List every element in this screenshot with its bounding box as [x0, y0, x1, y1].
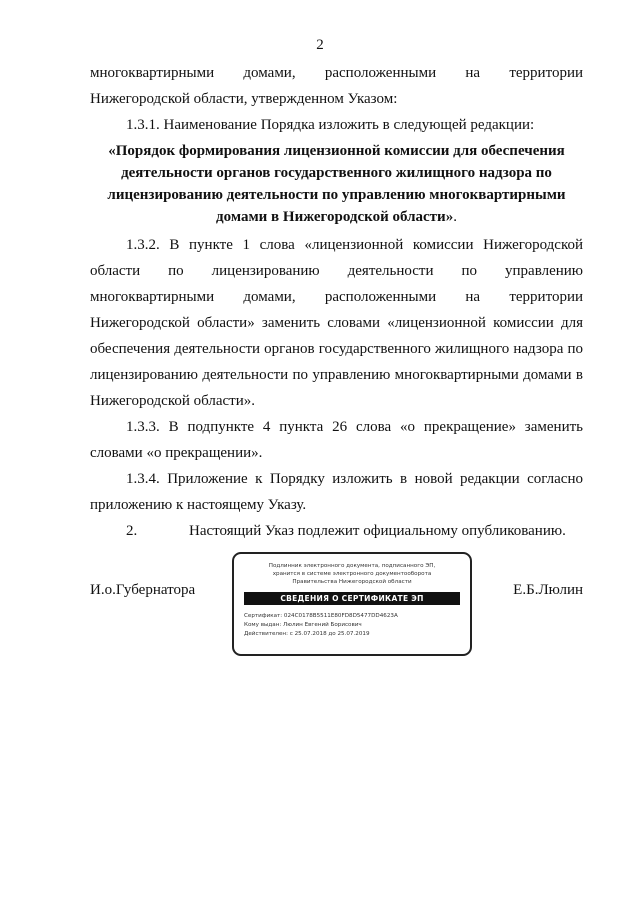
digital-signature-stamp [232, 552, 472, 656]
stamp-validity: Действителен: с 25.07.2018 до 25.07.2019 [244, 631, 370, 637]
item-1-3-2: 1.3.2. В пункте 1 слова «лицензионной комиссии Нижегородской области по лицензированию деятельности по управлению многоквартирными домами, расположенными на территории Нижегородской области» заменить словами «лицензионной комиссии для обеспечения деятельности органов государственного жилищного надзора по лицензированию деятельности по управлению многоквартирными домами в Нижегородской области». [90, 237, 583, 409]
signer-name: Е.Б.Люлин [513, 582, 583, 598]
order-title-text: «Порядок формирования лицензионной комиссии для обеспечения деятельности органов государственного жилищного надзора по лицензированию деятельности по управлению многоквартирными домами в Нижегородской области» [107, 143, 566, 225]
item-1-3-1: 1.3.1. Наименование Порядка изложить в следующей редакции: [126, 117, 535, 133]
item-1-3-4: 1.3.4. Приложение к Порядку изложить в новой редакции согласно приложению к настоящему Указу. [90, 471, 583, 513]
item-2 [90, 518, 583, 544]
order-title [90, 140, 583, 228]
document-body [90, 60, 583, 544]
item-2-text: Настоящий Указ подлежит официальному опубликованию. [189, 523, 566, 539]
stamp-issued-to: Кому выдан: Люлин Евгений Борисович [244, 622, 362, 628]
signer-position: И.о.Губернатора [90, 582, 196, 598]
item-1-3-3: 1.3.3. В подпункте 4 пункта 26 слова «о прекращение» заменить словами «о прекращении». [90, 419, 583, 461]
stamp-line-2: хранится в системе электронного документооборота [272, 571, 432, 577]
stamp-banner: СВЕДЕНИЯ О СЕРТИФИКАТЕ ЭП [244, 592, 460, 605]
stamp-line-3: Правительства Нижегородской области [292, 579, 412, 585]
stamp-line-1: Подлинник электронного документа, подписанного ЭП, [268, 563, 436, 569]
stamp-certificate: Сертификат: 024C0178B5511E80FD8D5477DD4623A [244, 613, 398, 619]
item-2-number: 2. [126, 523, 138, 539]
page-number: 2 [316, 37, 324, 53]
stamp-certificate-info [244, 612, 470, 639]
signature-block [90, 552, 583, 662]
order-title-tail: . [453, 209, 457, 225]
intro-paragraph: многоквартирными домами, расположенными на территории Нижегородской области, утвержденном Указом: [90, 65, 583, 107]
stamp-header [234, 562, 470, 586]
